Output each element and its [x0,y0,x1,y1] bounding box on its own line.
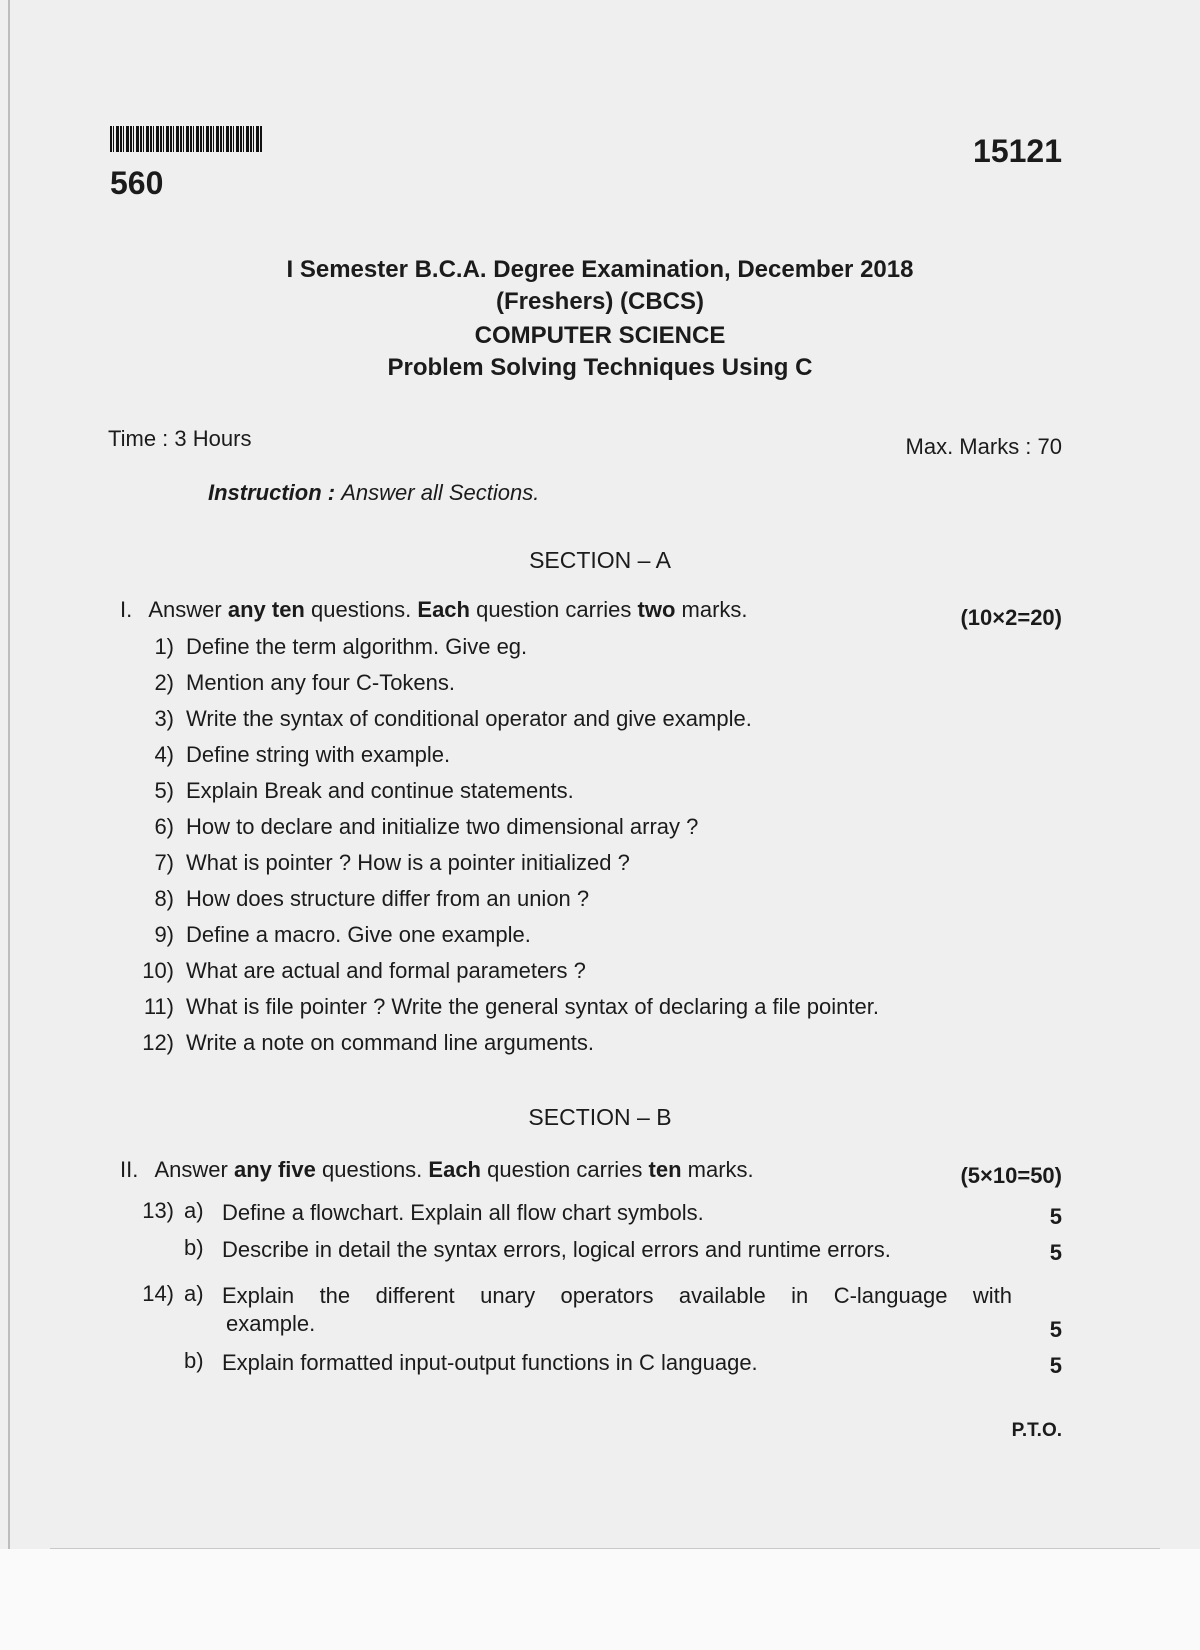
question-14a-label: a) [184,1281,204,1306]
exam-subtitle: (Freshers) (CBCS) [495,288,705,315]
exam-duration: Time : 3 Hours [108,426,252,451]
section-a-lead-4: marks. [675,597,748,622]
scan-edge [8,0,10,1650]
section-a-marks: (10×2=20) [960,605,1062,630]
pto-label: P.T.O. [1011,1420,1062,1441]
question-text: Mention any four C-Tokens. [186,670,456,695]
section-a-lead-3: question carries [469,597,638,622]
section-b-lead-4: marks. [681,1157,754,1182]
question-number: 10) [142,958,174,983]
question-number: 5) [154,778,174,803]
section-a-lead-bold-2: Each [417,597,470,622]
section-a-number: I. [120,597,133,622]
section-a-lead-2: questions. [304,597,418,622]
section-b-lead-3: question carries [481,1157,649,1182]
barcode [110,126,262,152]
section-b-heading: SECTION – B [528,1104,672,1130]
question-text: How does structure differ from an union ? [186,886,590,911]
question-14a-marks: 5 [1049,1317,1062,1342]
question-number: 11) [143,994,174,1019]
paper-name: Problem Solving Techniques Using C [387,354,813,381]
section-b-lead-bold-1: any five [233,1157,316,1182]
question-number: 4) [154,742,174,767]
question-13b-text: Describe in detail the syntax errors, logical errors and runtime errors. [222,1237,891,1262]
question-14a-text-line2: example. [226,1311,316,1336]
question-13-number: 13) [142,1198,174,1223]
section-a-lead-bold-3: two [637,597,676,622]
section-b-lead-1: Answer [154,1157,234,1182]
instruction-label: Instruction : [208,480,336,505]
max-marks: Max. Marks : 70 [905,434,1062,459]
section-a-instruction [120,597,748,623]
instruction [208,480,539,506]
paper-code-left: 560 [110,165,164,201]
question-13a-marks: 5 [1049,1204,1062,1229]
section-a-lead-bold-1: any ten [227,597,305,622]
section-b-lead-bold-3: ten [648,1157,682,1182]
section-a-lead-1: Answer [148,597,228,622]
question-text: Write a note on command line arguments. [186,1030,595,1055]
question-number: 2) [154,670,174,695]
question-13b-marks: 5 [1049,1240,1062,1265]
question-number: 8) [154,886,174,911]
scan-margin [0,1549,1200,1650]
question-14b-text: Explain formatted input-output functions in C language. [222,1350,758,1375]
question-number: 6) [154,814,174,839]
question-number: 3) [154,706,174,731]
question-14b-marks: 5 [1049,1353,1062,1378]
question-text: Write the syntax of conditional operator and give example. [186,706,752,731]
question-text: What is pointer ? How is a pointer initialized ? [186,850,630,875]
question-text: Define the term algorithm. Give eg. [186,634,528,659]
section-b-number: II. [120,1157,139,1182]
question-14a-text-line1: Explain the different unary operators available in C-language with [222,1283,1012,1308]
section-a-heading: SECTION – A [529,547,671,573]
question-13a-text: Define a flowchart. Explain all flow chart symbols. [222,1200,704,1225]
question-number: 12) [142,1030,174,1055]
instruction-text: Answer all Sections. [341,480,540,505]
question-text: Define a macro. Give one example. [186,922,531,947]
question-number: 7) [154,850,174,875]
section-b-lead-2: questions. [315,1157,429,1182]
question-14b-label: b) [184,1348,204,1373]
question-13b-label: b) [184,1235,204,1260]
question-text: Explain Break and continue statements. [186,778,574,803]
question-number: 9) [154,922,174,947]
question-text: How to declare and initialize two dimensional array ? [186,814,699,839]
subject-name: COMPUTER SCIENCE [474,322,726,349]
question-text: What is file pointer ? Write the general syntax of declaring a file pointer. [186,994,879,1019]
question-text: Define string with example. [186,742,451,767]
exam-title: I Semester B.C.A. Degree Examination, December 2018 [286,256,914,283]
section-b-marks: (5×10=50) [960,1163,1062,1188]
question-number: 1) [154,634,174,659]
section-b-instruction [120,1157,754,1183]
question-14-number: 14) [142,1281,174,1306]
section-b-lead-bold-2: Each [428,1157,481,1182]
paper-code-right: 15121 [973,133,1062,169]
question-13a-label: a) [184,1198,204,1223]
question-text: What are actual and formal parameters ? [186,958,586,983]
